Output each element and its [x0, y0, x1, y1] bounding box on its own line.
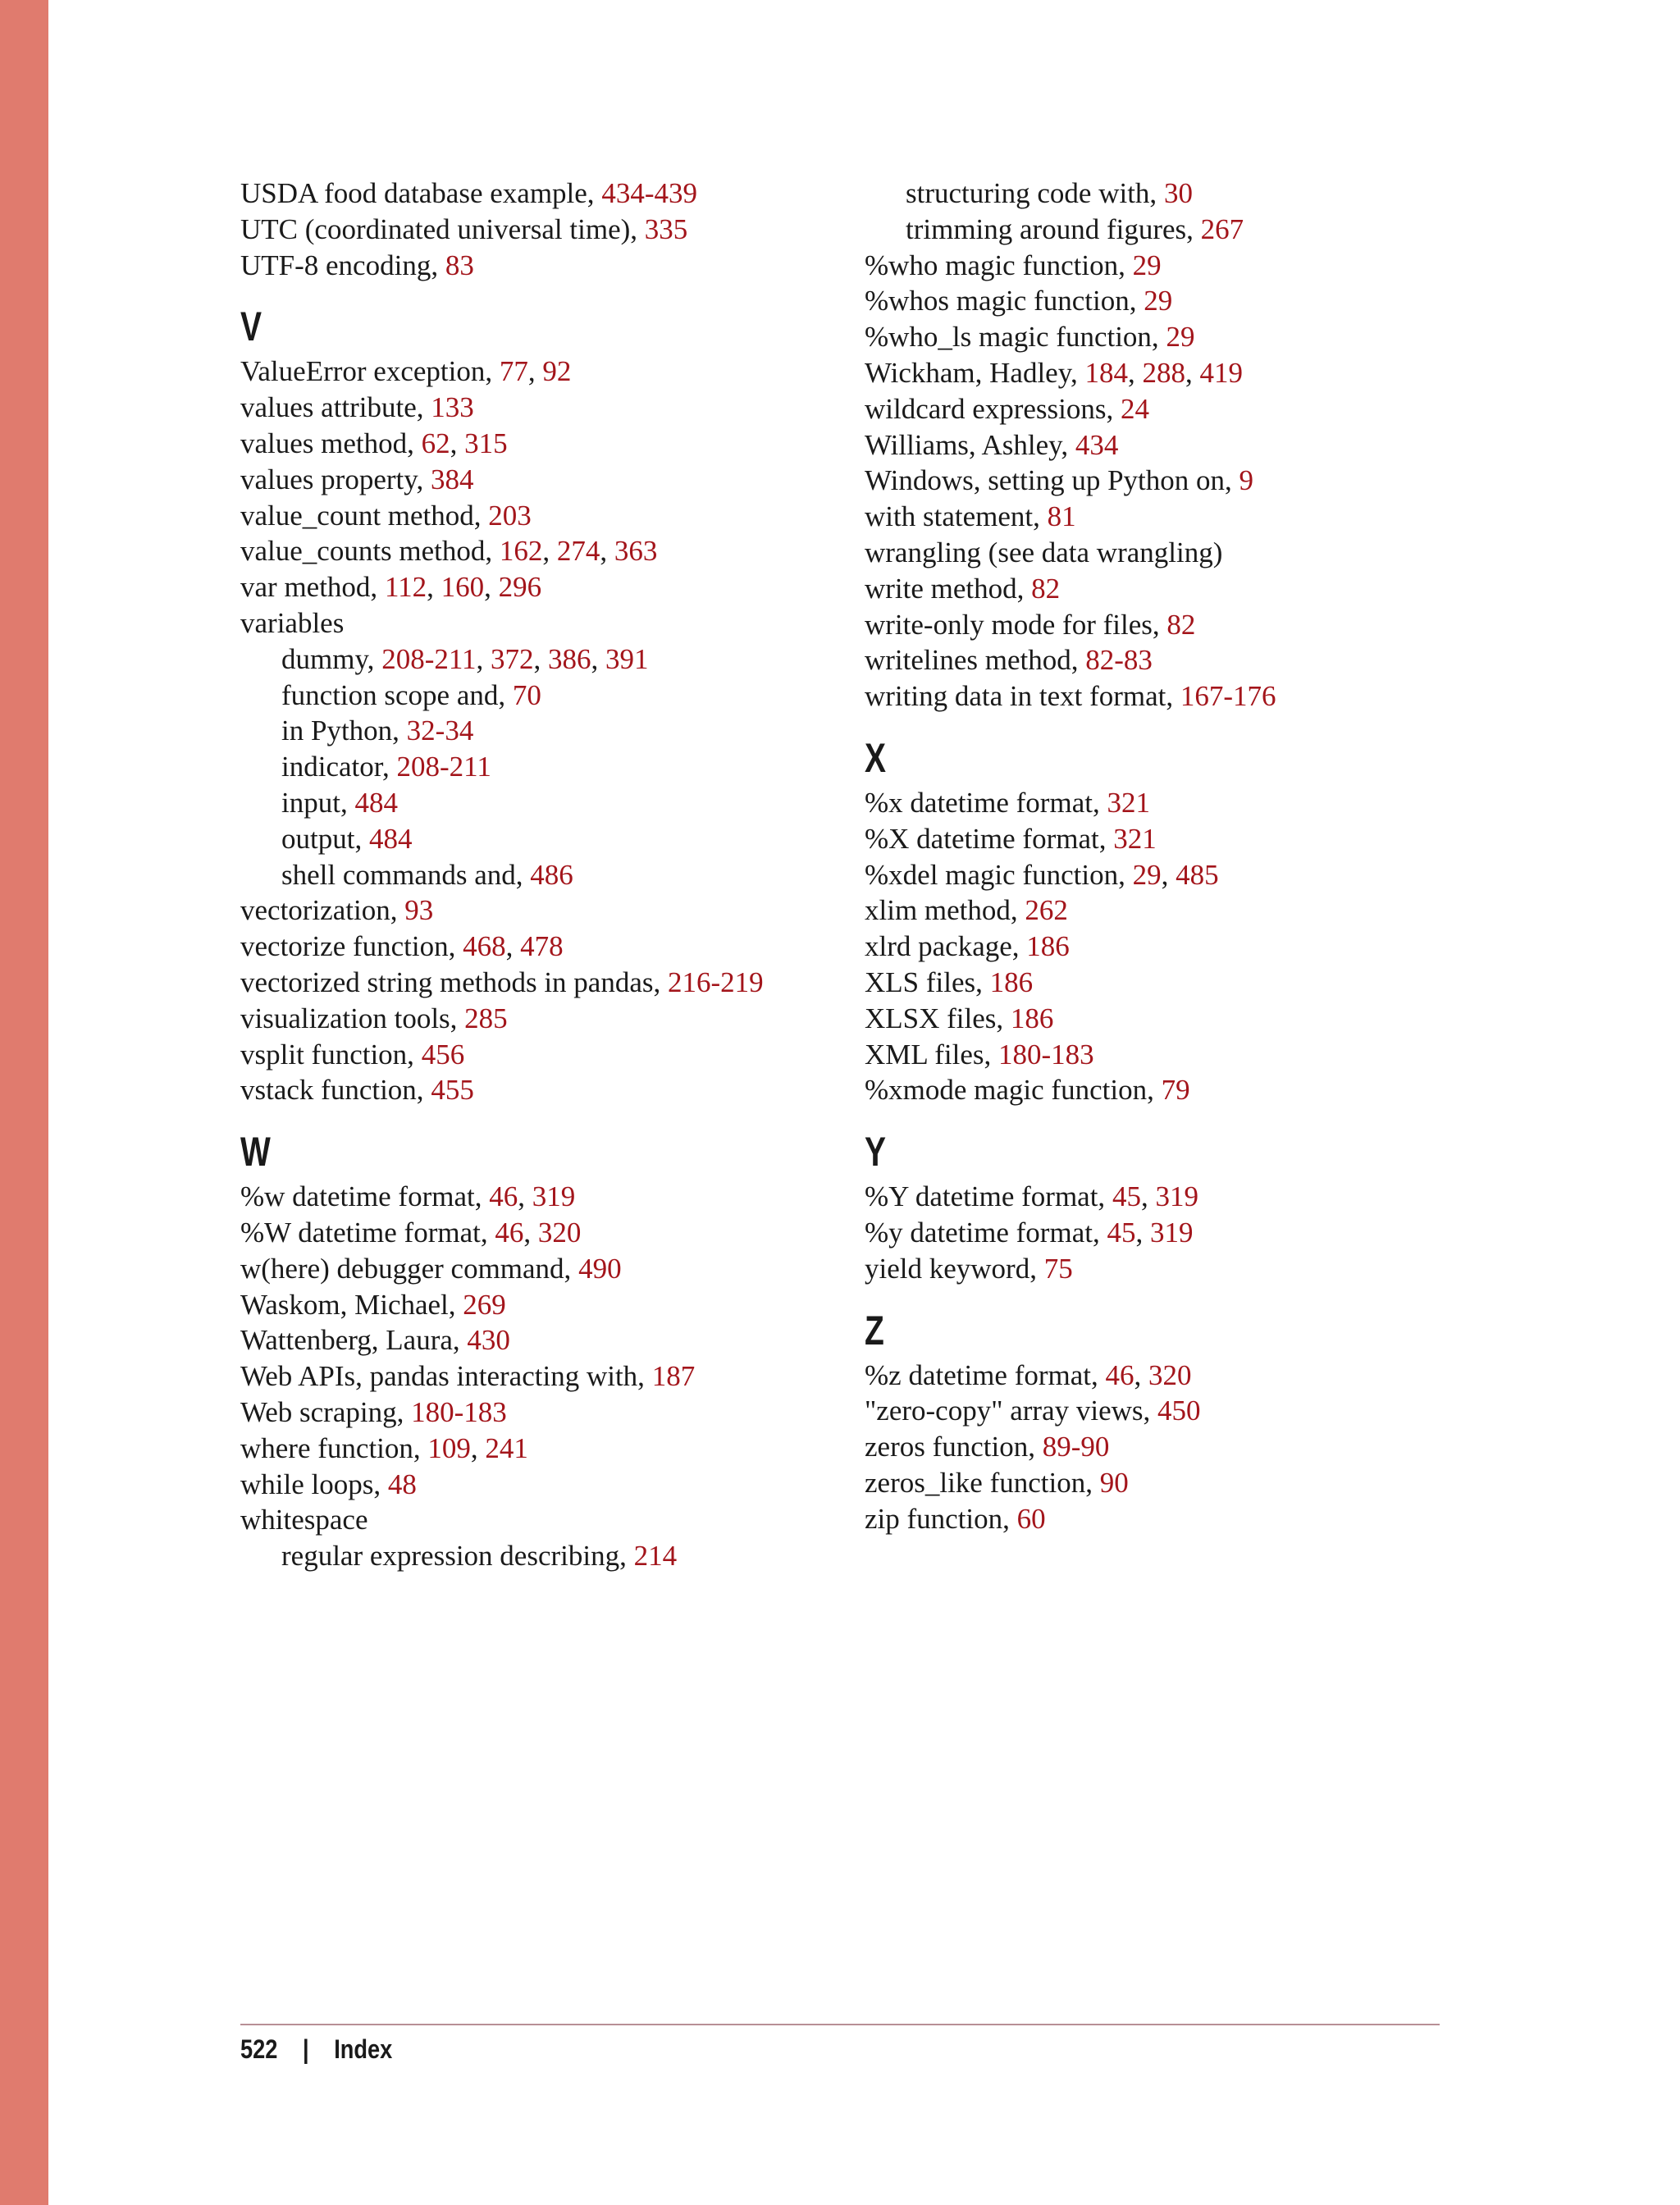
- index-subentry: [865, 176, 1472, 212]
- index-entry: [240, 1322, 847, 1358]
- page-reference-link[interactable]: 267: [1200, 212, 1244, 245]
- entry-term: vstack function,: [240, 1074, 431, 1107]
- page-reference-link[interactable]: 186: [989, 966, 1034, 998]
- page-reference-link[interactable]: 24: [1121, 392, 1150, 425]
- page-reference-link[interactable]: 485: [1176, 858, 1219, 891]
- page-reference-link[interactable]: 109: [427, 1431, 471, 1464]
- entry-term: wildcard expressions,: [865, 392, 1121, 425]
- page-reference-link[interactable]: 208-211: [396, 751, 491, 783]
- entry-term: vectorized string methods in pandas,: [240, 966, 668, 998]
- entry-term: XLSX files,: [865, 1002, 1011, 1034]
- index-entry: [865, 1358, 1472, 1394]
- page-separator: ,: [591, 642, 606, 675]
- page-number: 522: [240, 2034, 278, 2064]
- index-entry: [240, 1001, 847, 1037]
- entry-term: with statement,: [865, 500, 1048, 533]
- index-letter-heading: V: [240, 304, 262, 350]
- entry-term: Web APIs, pandas interacting with,: [240, 1360, 652, 1393]
- page-separator: ,: [427, 571, 441, 604]
- page-separator: ,: [450, 427, 465, 459]
- entry-term: write method,: [865, 572, 1032, 605]
- page-reference-link[interactable]: 70: [512, 678, 541, 711]
- page-reference-link[interactable]: 167-176: [1180, 680, 1276, 713]
- index-subentry: [240, 857, 847, 893]
- entry-term: indicator,: [281, 751, 397, 783]
- page-reference-link[interactable]: 186: [1026, 930, 1070, 963]
- page-reference-link[interactable]: 455: [431, 1074, 474, 1107]
- index-letter-heading: X: [865, 734, 887, 781]
- index-entry: [865, 1072, 1472, 1108]
- entry-term: function scope and,: [281, 678, 513, 711]
- page-reference-link[interactable]: 288: [1142, 356, 1185, 389]
- page-separator: ,: [484, 571, 499, 604]
- index-subentry: [240, 821, 847, 857]
- page-reference-link[interactable]: 386: [548, 642, 591, 675]
- page-reference-link[interactable]: 160: [441, 571, 485, 604]
- index-subentry: [240, 713, 847, 749]
- index-entry: [240, 212, 847, 248]
- page-reference-link[interactable]: 478: [520, 930, 564, 963]
- entry-term: %Y datetime format,: [865, 1180, 1112, 1213]
- index-entry: [865, 892, 1472, 929]
- entry-term: values property,: [240, 463, 431, 495]
- page-reference-link[interactable]: 203: [488, 499, 532, 532]
- index-entry: [865, 283, 1472, 319]
- entry-term: Web scraping,: [240, 1395, 412, 1428]
- page-reference-link[interactable]: 241: [485, 1431, 528, 1464]
- index-entry: [865, 965, 1472, 1001]
- index-entry: [865, 463, 1472, 499]
- page-reference-link[interactable]: 456: [421, 1038, 465, 1071]
- page-separator: ,: [476, 642, 491, 675]
- index-subentry: [240, 1538, 847, 1574]
- page-reference-link[interactable]: 335: [644, 212, 688, 245]
- index-entry: [865, 1429, 1472, 1465]
- page-reference-link[interactable]: 296: [498, 571, 542, 604]
- entry-term: %X datetime format,: [865, 822, 1114, 855]
- entry-term: zip function,: [865, 1502, 1017, 1535]
- index-entry: [240, 390, 847, 426]
- entry-term: values attribute,: [240, 391, 431, 424]
- index-entry: [240, 1251, 847, 1287]
- page-separator: ,: [518, 1180, 532, 1213]
- index-entry: [240, 929, 847, 965]
- page-separator: ,: [542, 535, 557, 568]
- index-entry: [865, 929, 1472, 965]
- page-reference-link[interactable]: 60: [1016, 1502, 1046, 1535]
- entry-term: in Python,: [281, 714, 407, 747]
- index-letter-heading: Y: [865, 1129, 887, 1176]
- page-reference-link[interactable]: 434-439: [601, 177, 697, 209]
- entry-term: trimming around figures,: [906, 212, 1201, 245]
- index-entry: [865, 1251, 1472, 1287]
- page-separator: ,: [470, 1431, 486, 1464]
- index-entry: [240, 498, 847, 534]
- index-entry: [240, 892, 847, 929]
- page-reference-link[interactable]: 274: [556, 535, 600, 568]
- page-reference-link[interactable]: 321: [1113, 822, 1157, 855]
- page-reference-link[interactable]: 81: [1047, 500, 1076, 533]
- page-reference-link[interactable]: 32-34: [406, 714, 474, 747]
- page-separator: ,: [1127, 356, 1143, 389]
- entry-term: Waskom, Michael,: [240, 1288, 463, 1321]
- page-reference-link[interactable]: 92: [542, 355, 572, 388]
- page-reference-link[interactable]: 319: [1149, 1216, 1194, 1249]
- page-reference-link[interactable]: 269: [463, 1288, 506, 1321]
- index-entry: [865, 319, 1472, 355]
- index-entry: [865, 607, 1472, 643]
- page-reference-link[interactable]: 29: [1132, 858, 1162, 891]
- page-reference-link[interactable]: 9: [1239, 464, 1254, 497]
- page-reference-link[interactable]: 90: [1099, 1466, 1129, 1499]
- index-entry: [865, 678, 1472, 714]
- entry-term: %W datetime format,: [240, 1216, 495, 1249]
- index-entry: [865, 1501, 1472, 1537]
- entry-term: %y datetime format,: [865, 1216, 1107, 1249]
- page-reference-link[interactable]: 490: [578, 1252, 622, 1285]
- entry-term: where function,: [240, 1431, 428, 1464]
- page-separator: ,: [533, 642, 549, 675]
- page-reference-link[interactable]: 83: [445, 249, 474, 281]
- entry-term: XML files,: [865, 1038, 998, 1071]
- entry-term: shell commands and,: [281, 858, 531, 891]
- entry-term: "zero-copy" array views,: [865, 1395, 1158, 1427]
- entry-term: %who magic function,: [865, 249, 1133, 281]
- page-reference-link[interactable]: 391: [605, 642, 649, 675]
- index-subentry: [240, 749, 847, 785]
- index-entry: [240, 248, 847, 284]
- page-reference-link[interactable]: 434: [1075, 428, 1119, 461]
- index-entry: [865, 821, 1472, 857]
- page-reference-link[interactable]: 320: [537, 1216, 582, 1249]
- page-reference-link[interactable]: 214: [633, 1540, 678, 1573]
- entry-term: vectorization,: [240, 894, 405, 927]
- entry-term: %z datetime format,: [865, 1358, 1106, 1391]
- index-entry: [865, 391, 1472, 427]
- index-entry: [240, 1287, 847, 1323]
- index-entry: [865, 1179, 1472, 1215]
- entry-term: values method,: [240, 427, 422, 459]
- page-reference-link[interactable]: 77: [499, 355, 528, 388]
- index-entry: [240, 1431, 847, 1467]
- page-reference-link[interactable]: 82-83: [1085, 644, 1153, 677]
- page-reference-link[interactable]: 262: [1025, 894, 1068, 927]
- index-entry: [240, 569, 847, 605]
- index-entry: [865, 535, 1472, 571]
- entry-term: dummy,: [281, 642, 382, 675]
- page-reference-link[interactable]: 321: [1107, 786, 1150, 819]
- index-subentry: [240, 785, 847, 821]
- page-reference-link[interactable]: 45: [1107, 1216, 1136, 1249]
- entry-term: UTF-8 encoding,: [240, 249, 445, 281]
- index-entry: [865, 355, 1472, 391]
- index-letter-heading: Z: [865, 1307, 884, 1354]
- entry-term: Wattenberg, Laura,: [240, 1324, 468, 1357]
- page-reference-link[interactable]: 363: [614, 535, 658, 568]
- entry-term: structuring code with,: [906, 177, 1164, 209]
- page-reference-link[interactable]: 450: [1157, 1395, 1201, 1427]
- page-reference-link[interactable]: 75: [1043, 1252, 1073, 1285]
- page-reference-link[interactable]: 45: [1112, 1180, 1141, 1213]
- entry-term: vsplit function,: [240, 1038, 422, 1071]
- page-reference-link[interactable]: 208-211: [381, 642, 477, 675]
- page-separator: ,: [505, 930, 521, 963]
- index-subentry: [240, 641, 847, 678]
- page-reference-link[interactable]: 29: [1132, 249, 1162, 281]
- index-entry: [240, 1358, 847, 1395]
- index-entry: [240, 1395, 847, 1431]
- page-reference-link[interactable]: 29: [1166, 321, 1195, 354]
- page-reference-link[interactable]: 484: [354, 786, 398, 819]
- footer-rule: [240, 2024, 1440, 2025]
- entry-term: zeros function,: [865, 1431, 1043, 1463]
- entry-term: %xmode magic function,: [865, 1074, 1162, 1107]
- entry-term: vectorize function,: [240, 930, 463, 963]
- index-entry: [240, 462, 847, 498]
- entry-term: write-only mode for files,: [865, 608, 1167, 641]
- page-reference-link[interactable]: 48: [387, 1468, 417, 1500]
- page-reference-link[interactable]: 82: [1031, 572, 1061, 605]
- page-reference-link[interactable]: 112: [384, 571, 427, 604]
- entry-term: %who_ls magic function,: [865, 321, 1166, 354]
- page-reference-link[interactable]: 29: [1144, 285, 1173, 317]
- entry-term: UTC (coordinated universal time),: [240, 212, 645, 245]
- page-reference-link[interactable]: 93: [404, 894, 434, 927]
- footer-separator: |: [302, 2034, 309, 2064]
- page-reference-link[interactable]: 320: [1148, 1358, 1192, 1391]
- page-reference-link[interactable]: 180-183: [411, 1395, 507, 1428]
- index-entry: [865, 248, 1472, 284]
- index-entry: [240, 1467, 847, 1503]
- index-entry: [240, 354, 847, 390]
- page-reference-link[interactable]: 384: [430, 463, 474, 495]
- page-footer: [240, 2034, 392, 2065]
- index-column-right: [865, 176, 1472, 1537]
- footer-section-title: Index: [334, 2034, 393, 2064]
- page-reference-link[interactable]: 187: [651, 1360, 696, 1393]
- index-entry: [865, 499, 1472, 535]
- index-entry: [865, 642, 1472, 678]
- page-reference-link[interactable]: 133: [431, 391, 474, 424]
- entry-term: input,: [281, 786, 355, 819]
- page-separator: ,: [523, 1216, 538, 1249]
- index-entry: [240, 533, 847, 569]
- entry-term: %whos magic function,: [865, 285, 1144, 317]
- page-reference-link[interactable]: 430: [467, 1324, 510, 1357]
- index-letter-heading: W: [240, 1129, 271, 1176]
- entry-term: var method,: [240, 571, 385, 604]
- page-reference-link[interactable]: 216-219: [667, 966, 764, 998]
- entry-term: w(here) debugger command,: [240, 1252, 579, 1285]
- index-entry: [240, 1215, 847, 1251]
- page-separator: ,: [600, 535, 614, 568]
- page-reference-link[interactable]: 46: [1105, 1358, 1134, 1391]
- entry-term: variables: [240, 606, 345, 639]
- page-reference-link[interactable]: 82: [1166, 608, 1196, 641]
- page-reference-link[interactable]: 468: [463, 930, 506, 963]
- entry-term: Williams, Ashley,: [865, 428, 1075, 461]
- index-entry: [865, 427, 1472, 463]
- index-entry: [865, 1001, 1472, 1037]
- index-entry: [240, 1179, 847, 1215]
- page-reference-link[interactable]: 486: [530, 858, 573, 891]
- page-reference-link[interactable]: 184: [1084, 356, 1128, 389]
- entry-term: %x datetime format,: [865, 786, 1107, 819]
- page-reference-link[interactable]: 46: [495, 1216, 524, 1249]
- index-entry: [865, 571, 1472, 607]
- index-entry: [240, 426, 847, 462]
- index-entry: [865, 1465, 1472, 1501]
- page-reference-link[interactable]: 162: [499, 535, 543, 568]
- page-reference-link[interactable]: 62: [421, 427, 450, 459]
- side-color-band: [0, 0, 48, 2205]
- entry-term: output,: [281, 822, 369, 855]
- page-separator: ,: [527, 355, 543, 388]
- page-separator: ,: [1140, 1180, 1156, 1213]
- entry-term: ValueError exception,: [240, 355, 500, 388]
- entry-term: wrangling (see data wrangling): [865, 536, 1223, 568]
- page-reference-link[interactable]: 285: [464, 1002, 508, 1034]
- index-entry: [865, 1037, 1472, 1073]
- page-separator: ,: [1185, 356, 1200, 389]
- page-separator: ,: [1161, 858, 1176, 891]
- page-reference-link[interactable]: 30: [1163, 177, 1193, 209]
- page-reference-link[interactable]: 46: [489, 1180, 518, 1213]
- entry-term: regular expression describing,: [281, 1540, 634, 1573]
- entry-term: xlim method,: [865, 894, 1025, 927]
- page-reference-link[interactable]: 484: [368, 822, 413, 855]
- page-reference-link[interactable]: 372: [491, 642, 534, 675]
- index-entry: [865, 1215, 1472, 1251]
- page-reference-link[interactable]: 79: [1161, 1074, 1190, 1107]
- page-reference-link[interactable]: 89-90: [1042, 1431, 1110, 1463]
- entry-term: %w datetime format,: [240, 1180, 490, 1213]
- entry-term: %xdel magic function,: [865, 858, 1133, 891]
- entry-term: Windows, setting up Python on,: [865, 464, 1239, 497]
- page-separator: ,: [1134, 1358, 1148, 1391]
- entry-term: USDA food database example,: [240, 177, 602, 209]
- page-separator: ,: [1135, 1216, 1150, 1249]
- page-reference-link[interactable]: 186: [1010, 1002, 1054, 1034]
- entry-term: while loops,: [240, 1468, 388, 1500]
- page-reference-link[interactable]: 319: [532, 1180, 576, 1213]
- index-entry: [240, 1502, 847, 1538]
- index-entry: [240, 605, 847, 641]
- entry-term: value_count method,: [240, 499, 489, 532]
- page-reference-link[interactable]: 180-183: [998, 1038, 1094, 1071]
- entry-term: Wickham, Hadley,: [865, 356, 1085, 389]
- index-entry: [240, 965, 847, 1001]
- entry-term: whitespace: [240, 1504, 368, 1536]
- page-reference-link[interactable]: 419: [1199, 356, 1243, 389]
- entry-term: zeros_like function,: [865, 1466, 1100, 1499]
- index-subentry: [865, 212, 1472, 248]
- index-entry: [240, 176, 847, 212]
- entry-term: visualization tools,: [240, 1002, 465, 1034]
- index-subentry: [240, 678, 847, 714]
- entry-term: xlrd package,: [865, 930, 1027, 963]
- index-entry: [240, 1037, 847, 1073]
- entry-term: yield keyword,: [865, 1252, 1044, 1285]
- index-entry: [865, 857, 1472, 893]
- entry-term: value_counts method,: [240, 535, 500, 568]
- page-reference-link[interactable]: 319: [1155, 1180, 1198, 1213]
- entry-term: writelines method,: [865, 644, 1086, 677]
- page-reference-link[interactable]: 315: [464, 427, 508, 459]
- index-entry: [865, 1393, 1472, 1429]
- entry-term: XLS files,: [865, 966, 990, 998]
- index-column-left: [240, 176, 847, 1574]
- index-entry: [240, 1072, 847, 1108]
- index-entry: [865, 785, 1472, 821]
- entry-term: writing data in text format,: [865, 680, 1180, 713]
